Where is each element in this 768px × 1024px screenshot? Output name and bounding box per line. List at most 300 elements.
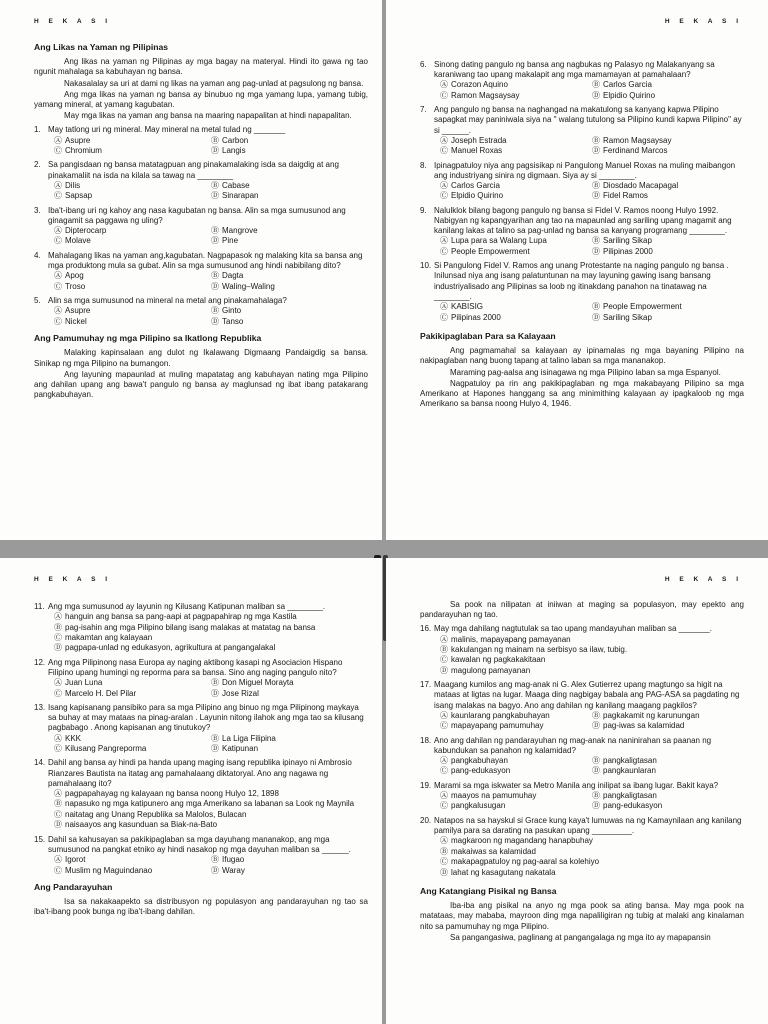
option-text: KKK	[65, 733, 82, 743]
option-text: Waray	[222, 865, 245, 875]
option-letter-circle-icon: Ⓒ	[54, 236, 62, 246]
answer-options	[440, 711, 744, 732]
answer-option[interactable]	[211, 271, 368, 281]
paragraph: Malaking kapinsalaan ang dulot ng Ikalawang Digmaang Pandaigdig sa bansa. Sinikap ng mga Pilipino na bumangon.	[34, 348, 368, 368]
option-text: pangkaligtasan	[603, 756, 657, 766]
paragraph: Isa sa nakakaapekto sa distribusyon ng populasyon ang pandarayuhan ng tao sa iba't-ibang pook bunga ng iba't-ibang dahilan.	[34, 897, 368, 917]
option-letter-circle-icon: Ⓑ	[211, 135, 219, 145]
question-item	[34, 296, 368, 327]
answer-option[interactable]	[440, 868, 744, 878]
paragraph: Nakasalalay sa uri at dami ng likas na yaman ang pag-unlad at pagsulong ng bansa.	[64, 78, 364, 88]
option-letter-circle-icon: Ⓒ	[54, 316, 62, 326]
answer-options	[54, 789, 368, 831]
answer-option[interactable]	[211, 146, 368, 156]
option-letter-circle-icon: Ⓓ	[592, 191, 600, 201]
question-number: 1.	[34, 125, 41, 135]
answer-option[interactable]	[440, 711, 592, 721]
option-letter-circle-icon: Ⓐ	[54, 789, 62, 799]
intro-paragraphs	[34, 57, 368, 121]
option-letter-circle-icon: Ⓒ	[54, 744, 62, 754]
paragraph: Ang pagmamahal sa kalayaan ay ipinamalas ng mga bayaning Pilipino na nakipaglaban nang buong tapang at talino laban sa mga mananakop.	[420, 346, 744, 366]
answer-option[interactable]	[592, 756, 744, 766]
option-text: KABISIG	[451, 302, 484, 312]
answer-option[interactable]	[211, 689, 368, 699]
answer-option[interactable]	[211, 678, 368, 688]
question-item	[420, 261, 744, 323]
option-text: maayos na pamumuhay	[451, 791, 537, 801]
answer-option[interactable]	[440, 191, 592, 201]
option-text: Ginto	[222, 306, 242, 316]
page-header: H E K A S I	[664, 18, 742, 25]
option-text: kakulangan ng mainam na serbisyo sa ilaw, tubig.	[451, 645, 628, 655]
option-text: Sapsap	[65, 191, 93, 201]
answer-option[interactable]	[592, 302, 744, 312]
answer-option[interactable]	[440, 857, 744, 867]
answer-option[interactable]	[54, 643, 368, 653]
option-text: Mangrove	[222, 226, 258, 236]
answer-option[interactable]	[592, 146, 744, 156]
option-text: pangkaunlaran	[603, 766, 656, 776]
answer-option[interactable]	[54, 744, 211, 754]
paragraph: Ang layuning mapaunlad at muling mapatatag ang kabuhayan nating mga Pilipino ang dahilan upang ang bawa't pangulo ng bansa ay maglunsad ng ibat ibang patakarang pangkabuhayan.	[34, 369, 368, 400]
answer-option[interactable]	[440, 236, 592, 246]
option-text: Joseph Estrada	[451, 135, 507, 145]
option-text: People Empowerment	[451, 246, 530, 256]
answer-option[interactable]	[440, 91, 592, 101]
answer-option[interactable]	[592, 80, 744, 90]
question-text: Nalulklok bilang bagong pangulo ng bansa si Fidel V. Ramos noong Hulyo 1992. Nabigyan ng kapangyarihan ang tao na mapaunlad ang sariling upang magamit ang kanilang lakas at talino sa pag-unlad ng bansa sa kanyang programang ________.	[434, 205, 732, 236]
option-text: napasuko ng mga katipunero ang mga Amerikano sa labanan sa Look ng Maynila	[65, 799, 355, 809]
answer-option[interactable]	[440, 721, 592, 731]
answer-option[interactable]	[440, 756, 592, 766]
option-letter-circle-icon: Ⓑ	[54, 622, 62, 632]
question-item	[420, 816, 744, 878]
option-text: Ramon Magsaysay	[451, 90, 520, 100]
option-text: Sariling Sikap	[603, 312, 652, 322]
option-letter-circle-icon: Ⓓ	[592, 766, 600, 776]
question-item	[420, 60, 744, 101]
question-list	[420, 60, 744, 323]
option-text: Ferdinand Marcos	[603, 146, 668, 156]
question-text: Ipinagpatuloy niya ang pagsisikap ni Pangulong Manuel Roxas na muling maibangon ang industriyang sinira ng digmaan. Siya ay si ________.	[434, 160, 736, 180]
option-letter-circle-icon: Ⓑ	[592, 80, 600, 90]
option-text: naisaayos ang kasunduan sa Biak-na-Bato	[65, 820, 218, 830]
option-text: Elpidio Quirino	[603, 90, 656, 100]
question-text: Ang mga sumusunod ay layunin ng Kilusang Katipunan maliban sa ________.	[48, 602, 326, 611]
option-letter-circle-icon: Ⓑ	[592, 135, 600, 145]
question-item	[34, 658, 368, 699]
answer-options	[440, 136, 744, 157]
option-text: pang-edukasyon	[603, 801, 663, 811]
answer-option[interactable]	[440, 666, 744, 676]
option-text: Asupre	[65, 306, 91, 316]
option-letter-circle-icon: Ⓓ	[440, 665, 448, 675]
option-text: People Empowerment	[603, 302, 682, 312]
question-text: Natapos na sa hayskul si Grace kung kaya't lumuwas na ng Kamaynilaan ang kanilang pamilya para sa darating na pasukan upang _________.	[434, 815, 742, 836]
option-letter-circle-icon: Ⓓ	[211, 316, 219, 326]
option-letter-circle-icon: Ⓒ	[440, 801, 448, 811]
option-letter-circle-icon: Ⓓ	[211, 688, 219, 698]
question-text: Ang mga Pilipinong nasa Europa ay naging aktibong kasapi ng Asociacion Hispano Filipino upang humingi ng reporma para sa bansa. Sino ang naging pangulo nito?	[48, 657, 343, 678]
option-letter-circle-icon: Ⓑ	[592, 791, 600, 801]
question-number: 18.	[420, 735, 432, 745]
option-letter-circle-icon: Ⓐ	[54, 180, 62, 190]
option-text: Troso	[65, 281, 86, 291]
option-letter-circle-icon: Ⓓ	[592, 721, 600, 731]
question-text: Maagang kumilos ang mag-anak ni G. Alex Gutierrez upang magtungo sa higit na mataas at ligtas na lugar. Maaga ding nagbigay babala ang PAG-ASA sa pagdating ng isang malakas na bagyo. Ano ang dahilan ng kanilang maagang pagkilos?	[434, 680, 740, 710]
question-text: Dahil sa kahusayan sa pakikipaglaban sa mga dayuhang mananakop, ang mga sumusunod na pangkat etniko ay hindi nasakop ng mga dayuhan maliban sa ______.	[48, 834, 351, 854]
answer-option[interactable]	[440, 766, 592, 776]
option-letter-circle-icon: Ⓓ	[54, 820, 62, 830]
option-text: Katipunan	[222, 744, 259, 754]
option-letter-circle-icon: Ⓒ	[54, 809, 62, 819]
option-text: Muslim ng Maguindanao	[65, 865, 153, 875]
option-letter-circle-icon: Ⓒ	[440, 312, 448, 322]
answer-option[interactable]	[440, 247, 592, 257]
option-text: Sinarapan	[222, 191, 259, 201]
option-text: lahat ng kasagutang nakatala	[451, 867, 556, 877]
option-letter-circle-icon: Ⓓ	[592, 146, 600, 156]
option-letter-circle-icon: Ⓐ	[440, 302, 448, 312]
option-letter-circle-icon: Ⓑ	[592, 302, 600, 312]
page-top-right	[386, 0, 768, 540]
answer-option[interactable]	[54, 181, 211, 191]
page-content	[34, 40, 368, 401]
answer-options	[440, 181, 744, 202]
answer-options	[54, 855, 368, 876]
answer-option[interactable]	[440, 836, 744, 846]
answer-option[interactable]	[440, 801, 592, 811]
option-text: malinis, mapayapang pamayanan	[451, 634, 571, 644]
option-text: Carlos Garcia	[603, 80, 652, 90]
option-letter-circle-icon: Ⓓ	[211, 146, 219, 156]
question-number: 15.	[34, 834, 46, 844]
question-item	[420, 105, 744, 156]
page-bottom-right	[386, 558, 768, 1024]
answer-option[interactable]	[54, 678, 211, 688]
answer-option[interactable]	[54, 271, 211, 281]
paragraph: Sa pook na nilipatan at iniiwan at maging sa populasyon, may epekto ang pandarayuhan ng tao.	[420, 600, 744, 620]
page-content	[34, 598, 368, 919]
option-letter-circle-icon: Ⓑ	[211, 306, 219, 316]
option-letter-circle-icon: Ⓒ	[54, 688, 62, 698]
answer-option[interactable]	[592, 247, 744, 257]
option-letter-circle-icon: Ⓑ	[211, 180, 219, 190]
option-letter-circle-icon: Ⓒ	[440, 766, 448, 776]
question-list	[34, 125, 368, 327]
section-title: Ang Katangiang Pisikal ng Bansa	[420, 885, 557, 896]
option-text: Dipterocarp	[65, 226, 107, 236]
answer-option[interactable]	[54, 612, 368, 622]
paragraph: Ang mga likas na yaman ng bansa ay binubuo ng mga yamang lupa, yamang tubig, yamang mineral, at yamang kagubatan.	[34, 89, 368, 110]
answer-options	[440, 635, 744, 677]
question-text: Ang pangulo ng bansa na naghangad na makatulong sa kanyang kapwa Pilipino sapagkat may paniniwala siya na " walang tutulong sa Pilipino kundi kapwa Pilipino" ay si ______.	[434, 105, 742, 135]
option-letter-circle-icon: Ⓑ	[211, 855, 219, 865]
option-text: Apog	[65, 271, 84, 281]
answer-option[interactable]	[54, 306, 211, 316]
option-letter-circle-icon: Ⓐ	[440, 836, 448, 846]
answer-option[interactable]	[54, 734, 211, 744]
question-number: 3.	[34, 205, 41, 215]
answer-options	[54, 678, 368, 699]
answer-option[interactable]	[211, 191, 368, 201]
question-item	[420, 736, 744, 777]
paragraph: May mga likas na yaman ang bansa na maaring napapalitan at hindi napapalitan.	[64, 111, 352, 121]
answer-option[interactable]	[592, 91, 744, 101]
question-number: 9.	[420, 205, 427, 215]
answer-option[interactable]	[54, 136, 211, 146]
option-letter-circle-icon: Ⓐ	[440, 791, 448, 801]
option-text: Kilusang Pangreporma	[65, 744, 147, 754]
page-header: H E K A S I	[664, 576, 742, 583]
answer-option[interactable]	[54, 191, 211, 201]
answer-option[interactable]	[211, 855, 368, 865]
question-list	[420, 624, 744, 878]
option-text: pangkabuhayan	[451, 756, 508, 766]
answer-options	[54, 306, 368, 327]
answer-options	[440, 836, 744, 878]
answer-options	[54, 136, 368, 157]
answer-option[interactable]	[592, 791, 744, 801]
answer-option[interactable]	[440, 136, 592, 146]
option-text: pag-isahin ang mga Pilipino bilang isang malakas at matatag na bansa	[65, 622, 316, 632]
answer-options	[440, 791, 744, 812]
answer-option[interactable]	[54, 633, 368, 643]
answer-option[interactable]	[211, 282, 368, 292]
option-letter-circle-icon: Ⓑ	[592, 236, 600, 246]
option-letter-circle-icon: Ⓓ	[211, 865, 219, 875]
option-letter-circle-icon: Ⓐ	[440, 236, 448, 246]
question-text: Mahalagang likas na yaman ang,kagubatan. Nagpapasok ng malaking kita sa bansa ang mga produktong mula sa gubat. Alin sa mga sumusunod ang hindi nabibilang dito?	[48, 250, 363, 271]
option-text: Marcelo H. Del Pilar	[65, 688, 137, 698]
question-text: Ano ang dahilan ng pandarayuhan ng mag-anak na naninirahan sa paanan ng kabundukan sa panahon ng kalamidad?	[434, 735, 712, 755]
answer-option[interactable]	[211, 181, 368, 191]
option-letter-circle-icon: Ⓑ	[440, 645, 448, 655]
answer-option[interactable]	[211, 226, 368, 236]
option-text: Diosdado Macapagal	[603, 181, 679, 191]
question-number: 14.	[34, 758, 46, 768]
option-letter-circle-icon: Ⓒ	[54, 281, 62, 291]
option-text: naitatag ang Unang Republika sa Malolos, Bulacan	[65, 809, 247, 819]
option-letter-circle-icon: Ⓒ	[440, 857, 448, 867]
option-letter-circle-icon: Ⓓ	[592, 312, 600, 322]
option-letter-circle-icon: Ⓒ	[440, 146, 448, 156]
question-number: 12.	[34, 657, 46, 667]
question-text: Sa pangisdaan ng bansa matatagpuan ang pinakamalaking isda sa daigdig at ang pinakamaliit na isda na kilala sa tawag na ________	[48, 160, 339, 180]
answer-option[interactable]	[592, 801, 744, 811]
question-item	[420, 624, 744, 676]
question-number: 19.	[420, 780, 432, 790]
answer-option[interactable]	[54, 789, 368, 799]
answer-option[interactable]	[211, 734, 368, 744]
page-bottom-left	[0, 558, 382, 1024]
answer-option[interactable]	[211, 136, 368, 146]
answer-option[interactable]	[440, 635, 744, 645]
option-letter-circle-icon: Ⓐ	[54, 306, 62, 316]
answer-option[interactable]	[440, 80, 592, 90]
answer-option[interactable]	[211, 236, 368, 246]
question-number: 16.	[420, 624, 432, 634]
answer-option[interactable]	[592, 711, 744, 721]
answer-option[interactable]	[54, 820, 368, 830]
question-number: 7.	[420, 105, 427, 115]
answer-option[interactable]	[592, 766, 744, 776]
option-text: Nickel	[65, 316, 87, 326]
answer-option[interactable]	[54, 317, 211, 327]
option-text: Igorot	[65, 855, 86, 865]
option-text: makapagpatuloy ng pag-aaral sa kolehiyo	[451, 857, 600, 867]
question-text: Marami sa mga iskwater sa Metro Manila ang inilipat sa ibang lugar. Bakit kaya?	[434, 780, 719, 790]
answer-option[interactable]	[211, 306, 368, 316]
question-item	[34, 125, 368, 156]
answer-option[interactable]	[440, 791, 592, 801]
paragraph: Maraming pag-aalsa ang isinagawa ng mga Pilipino laban sa mga Espanyol.	[450, 367, 721, 377]
answer-option[interactable]	[211, 744, 368, 754]
answer-options	[440, 236, 744, 257]
answer-option[interactable]	[211, 317, 368, 327]
answer-option[interactable]	[211, 866, 368, 876]
option-letter-circle-icon: Ⓓ	[211, 281, 219, 291]
answer-option[interactable]	[592, 236, 744, 246]
option-text: pagkakamit ng karunungan	[603, 710, 700, 720]
option-letter-circle-icon: Ⓐ	[54, 226, 62, 236]
option-text: Elpidio Quirino	[451, 191, 504, 201]
option-text: Waling–Waling	[222, 281, 275, 291]
option-text: Don Miguel Morayta	[222, 678, 294, 688]
option-letter-circle-icon: Ⓒ	[440, 246, 448, 256]
answer-option[interactable]	[54, 799, 368, 809]
option-letter-circle-icon: Ⓑ	[54, 799, 62, 809]
option-text: Sariling Sikap	[603, 236, 652, 246]
option-letter-circle-icon: Ⓐ	[54, 855, 62, 865]
answer-option[interactable]	[54, 689, 211, 699]
answer-option[interactable]	[54, 866, 211, 876]
option-letter-circle-icon: Ⓒ	[440, 90, 448, 100]
question-number: 4.	[34, 250, 41, 260]
answer-option[interactable]	[592, 181, 744, 191]
answer-option[interactable]	[592, 191, 744, 201]
option-letter-circle-icon: Ⓐ	[440, 634, 448, 644]
answer-option[interactable]	[440, 302, 592, 312]
section-title: Ang Likas na Yaman ng Pilipinas	[34, 42, 169, 52]
option-text: Carbon	[222, 135, 249, 145]
answer-option[interactable]	[440, 645, 744, 655]
section-title: Ang Pamumuhay ng mga Pilipino sa Ikatlong Republika	[34, 333, 262, 344]
question-item	[420, 680, 744, 731]
question-number: 20.	[420, 815, 432, 825]
question-text: May tatlong uri ng mineral. May mineral na metal tulad ng _______	[48, 125, 286, 135]
option-text: pag-iwas sa kalamidad	[603, 721, 685, 731]
option-letter-circle-icon: Ⓓ	[211, 744, 219, 754]
option-letter-circle-icon: Ⓒ	[440, 721, 448, 731]
answer-option[interactable]	[54, 623, 368, 633]
section-title: Pakikipaglaban Para sa Kalayaan	[420, 330, 556, 341]
option-text: Jose Rizal	[222, 688, 259, 698]
option-letter-circle-icon: Ⓒ	[440, 655, 448, 665]
answer-option[interactable]	[592, 313, 744, 323]
question-text: Dahil ang bansa ay hindi pa handa upang maging isang republika ipinayo ni Ambrosio Rianzares Bautista na itatag ang pamahalaang diktatoryal. Ano ang nagawa ng pamahalaang ito?	[48, 758, 352, 788]
answer-option[interactable]	[592, 721, 744, 731]
question-item	[34, 602, 368, 654]
question-number: 6.	[420, 60, 427, 69]
page-header: H E K A S I	[34, 576, 112, 583]
answer-option[interactable]	[592, 136, 744, 146]
answer-option[interactable]	[440, 655, 744, 665]
page-content	[420, 56, 744, 410]
option-text: Cabase	[222, 180, 250, 190]
answer-option[interactable]	[54, 236, 211, 246]
option-text: pang-edukasyon	[451, 766, 511, 776]
paragraph: Ang likas na yaman ng Pilipinas ay mga bagay na materyal. Hindi ito gawa ng tao ngunit mahalaga sa kabuhayan ng bansa.	[34, 57, 368, 77]
option-letter-circle-icon: Ⓒ	[54, 633, 62, 643]
option-text: Langis	[222, 146, 246, 156]
option-text: Asupre	[65, 135, 91, 145]
option-letter-circle-icon: Ⓓ	[54, 643, 62, 653]
question-item	[34, 703, 368, 754]
question-text: Sinong dating pangulo ng bansa ang nagbukas ng Palasyo ng Malakanyang sa karaniwang tao upang makalapit ang mga mamamayan at pamahalaan?	[434, 60, 715, 80]
answer-option[interactable]	[54, 226, 211, 236]
option-letter-circle-icon: Ⓐ	[440, 756, 448, 766]
question-item	[34, 160, 368, 201]
answer-option[interactable]	[440, 313, 592, 323]
paragraph: Nagpatuloy pa rin ang pakikipaglaban ng mga makabayang Pilipino sa mga Amerikano at Hapones hanggang sa ang minimithing kalayaan ay ipagkaloob ng mga Amerikano sa bansa noong Hulyo 4, 1946.	[420, 378, 744, 409]
option-letter-circle-icon: Ⓑ	[211, 271, 219, 281]
option-letter-circle-icon: Ⓓ	[592, 801, 600, 811]
option-text: Lupa para sa Walang Lupa	[451, 236, 547, 246]
option-letter-circle-icon: Ⓐ	[54, 678, 62, 688]
option-text: Ramon Magsaysay	[603, 135, 672, 145]
option-letter-circle-icon: Ⓐ	[54, 612, 62, 622]
answer-options	[440, 756, 744, 777]
question-number: 10.	[420, 261, 432, 271]
option-text: makaiwas sa kalamidad	[451, 846, 536, 856]
option-letter-circle-icon: Ⓓ	[592, 246, 600, 256]
question-text: Iba't-ibang uri ng kahoy ang nasa kagubatan ng bansa. Alin sa mga sumusunod ang ginagamit sa paggawa ng uling?	[48, 205, 346, 225]
option-text: Juan Luna	[65, 678, 103, 688]
answer-options	[54, 734, 368, 755]
answer-option[interactable]	[54, 810, 368, 820]
answer-option[interactable]	[54, 282, 211, 292]
option-letter-circle-icon: Ⓓ	[592, 90, 600, 100]
option-letter-circle-icon: Ⓑ	[211, 733, 219, 743]
answer-option[interactable]	[440, 847, 744, 857]
option-letter-circle-icon: Ⓑ	[592, 756, 600, 766]
option-text: Pilipinas 2000	[451, 312, 501, 322]
option-letter-circle-icon: Ⓐ	[54, 135, 62, 145]
paragraph: Iba-iba ang pisikal na anyo ng mga pook sa ating bansa. May mga pook na matataas, may mababa, mayroon ding mga napaliligiran ng tubig at malaki ang kinalaman nito sa pamumuhay ng mga Pilipino.	[420, 901, 744, 931]
option-letter-circle-icon: Ⓐ	[440, 710, 448, 720]
answer-option[interactable]	[54, 146, 211, 156]
answer-option[interactable]	[54, 855, 211, 865]
answer-option[interactable]	[440, 181, 592, 191]
option-text: Carlos Garcia	[451, 181, 500, 191]
option-text: magulong pamayanan	[451, 665, 531, 675]
option-text: pagpapa-unlad ng edukasyon, agrikultura at pangangalakal	[65, 643, 276, 653]
option-letter-circle-icon: Ⓑ	[211, 678, 219, 688]
option-text: Pilipinas 2000	[603, 246, 653, 256]
question-item	[34, 206, 368, 247]
page-top-left	[0, 0, 382, 540]
option-text: La Liga Filipina	[222, 733, 276, 743]
option-letter-circle-icon: Ⓑ	[440, 846, 448, 856]
option-letter-circle-icon: Ⓐ	[440, 80, 448, 90]
option-letter-circle-icon: Ⓐ	[440, 135, 448, 145]
option-text: Dilis	[65, 180, 81, 190]
question-item	[420, 161, 744, 202]
option-text: Ifugao	[222, 855, 245, 865]
answer-option[interactable]	[440, 146, 592, 156]
option-text: Dagta	[222, 271, 244, 281]
